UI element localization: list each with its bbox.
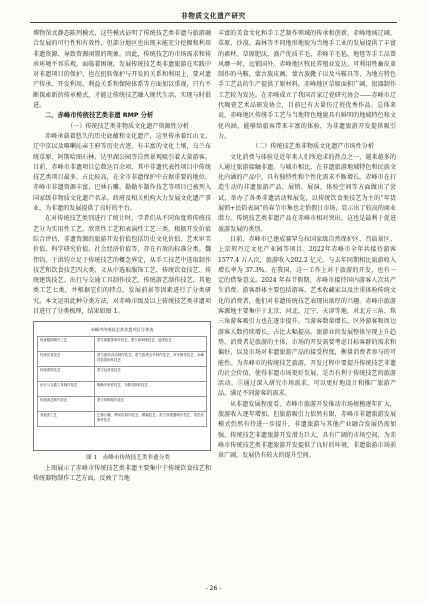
figure-items-cell: 勒勒车制作技艺、马鞍具制作技艺 <box>95 382 207 397</box>
left-paragraph-2: 赤峰承载着悠久的历史底蕴和文化遗产，这里传承着红山文、辽中京以及喀喇沁亲王府等历史古迹，有丰富的文化土壤，乌兰布统草原、阿斯哈图石林、达里湖公园等自然景观吸引着大量游客。目前，赤峰市非遗项目总数达百余项，其中非遗代表性项目中传统技艺类项目最多，占比较高，在全市非遗保护中占据重要的地位。赤峰市非遗资源丰富，巴林石雕、勒勒车制作技艺等项目已被列入国家级非物质文化遗产名录。政府及相关机构大力发展文化遗产事业，为非遗的发展提供了良好的平台。 <box>33 132 211 213</box>
figure-category-cell: 其他类工艺 <box>38 412 95 427</box>
running-head: 非物质文化遗产研究 <box>181 12 246 20</box>
figure-table-row <box>38 352 207 367</box>
left-column <box>33 29 211 484</box>
figure-table-row <box>38 337 207 352</box>
subsection-title-2: （二）传统技艺类非物质文化遗产市场性分析 <box>252 143 374 151</box>
figure-items-cell: 蒙古族奶食品制作技艺、蒙古族烤全羊制作技艺、对夹制作技艺、赤峰拌饸饹制作技艺 <box>95 352 207 367</box>
figure-category-cell: 传统服饰制作工艺 <box>38 337 95 352</box>
figure-items-cell: 巴林石雕、桦树皮制作技艺、柳编技艺、蒙古族银器制作技艺、蒙医药制作技艺 <box>95 412 207 427</box>
right-paragraph-3: 目前，赤峰市已建成赛罕乌拉国家级自然保护区、召庙景区、上京契丹辽文化产业园等项目。2022年赤峰市全年共接待游客 1577.4 万人次，旅游收入202.2 亿元，与去年同期相比旅游收入增长率为 37.3%。在我国，这一工作上对于旅游的开发，也有一定的借鉴意义。2024 年春节假期，赤峰市接待国内游客人次共产生消费。游客群体主要包括游客、艺术收藏家以及注重体验传统文化的消费者，他们对非遗传统技艺表现出浓厚的兴趣。赤峰市旅游客源地主要集中于北京、河北、辽宁、天津等地，对北方三角、珠三角游客吸引力也在逐步提升。当游客数量增长，区外游客和周边游客人数持续增长，占比大幅提高。旅游业的发展整体呈现上升趋势，消费者是旅游的主体，市场的开发需要考虑目标客群的需求和偏好，以及市场对非遗旅游产品的接受程度，衡量消费者参与的可能性。为赤峰市的传统技艺旅游，开发过程中要提升传统技艺非遗的社会价值，使得非遗市场更好发展，是否有利于传统技艺的旅游活动。⑤通过深入研究市场需求，可以更好地设计和推广旅游产品，满足不同游客的需求。 <box>218 235 396 398</box>
right-column <box>218 29 396 461</box>
figure-table-row <box>38 412 207 427</box>
right-paragraph-1: 丰富的美食文化和手工艺制作领域的传承和创新。赤峰地域辽阔，草原、沙漠、森林等不同地形地貌为当地手工业的发展提供了丰富的素材。草原肥沃，盛产优质羊毛，赤峰羊毛毡、地毯等手工品曾风靡一时，远销国外。赤峰地区牧民养殖业发达，可利用牲畜皮革制作的马鞍、蒙古族皮画、蒙古族靴子以及马鞍具等，为地方特色手工艺品的生产提供了原材料。赤峰地区草原面积广阔，银器制作工艺较为发达。在赤峰成立了我国首家辽瓷研究协会——赤峰市辽代陶瓷艺术品研发协会，目前已有大量仿辽瓷优秀作品。总体来说，赤峰地区传统手工艺与当地特色地貌具有鲜明的地域特色和文化内涵，能够给旅客带来丰富的体验，为非遗旅游开发提供吸引力。 <box>218 30 396 140</box>
right-paragraph-2: 文化消费与体验是近年来人们所追求的热点之一，越来越多的人通过旅游接触非遗。与城市相比，在非遗旅游地域特色和民族文化内涵的产品中，具有独特性和个性化需求不断增长。赤峰市在打造生动的非遗旅游产品、展销、展演、体验空间等方面做出了尝试，举办了各类非遗活动和展览，以传统饮食类技艺为主的“年货展销+民俗表演”的春节市集也走俏假日市场，显示出了较高的商业潜力。传统技艺类非遗产品在赤峰市相对突出，这也是最利于促进旅游发展的类别。 <box>218 153 396 233</box>
figure-table <box>37 336 207 427</box>
left-paragraph-1: 博物馆式静态陈列模式，这些模式证明了传统技艺类非遗与旅游融合发展的可行性和有效性，但部分地区也出现未能充分挖掘和利用非遗资源、导致资源闲置的现象。因此，传统技艺的市场需求和传承环境不容乐观，面临着困境。发展传统技艺类非遗旅游在实践中对非遗项目的保护，也在扭转保护与开发的关系和利用上，要对遗产传承、开发利用、利益关系和保障体系等方面加以重视，只有不断探索新的传承模式，才能让传统技艺融入现代生活，实现与时俱进。 <box>33 30 211 110</box>
figure-table-row <box>38 382 207 397</box>
subsection-title-1: （一）传统技艺类非物质文化遗产资源性分析 <box>67 122 189 130</box>
figure-items-cell: 蒙古包营造技艺 <box>95 367 207 382</box>
figure-table-row <box>38 367 207 382</box>
left-paragraph-4: 上图展示了赤峰市传统技艺类非遗主要集中于传统饮食技艺和传统器物制作工艺方面，反映了当地 <box>33 464 211 482</box>
figure-caption: 图 1 赤峰市传统技艺类非遗分类 <box>86 455 170 462</box>
left-paragraph-3: 在对传统技艺类别进行了统计时，学者们从不同角度将传统技艺分为实用性工艺、欣赏性工艺和表演性工艺三类，根据开发价值综合评估，非遗资源的旅游开发价值包括历史文化价值、艺术审美价值、科学研究价值、社会经济价值等，存在有效的标准分类。魏伟钧、于洪钧立足于传统技艺的概念界定，从手工技艺中选取制作技艺和饮食技艺四大类，又从中选取服饰工艺、传统饮食技艺、传统建筑技艺、出行与交通工具制作技艺、传统游艺制作技艺、其他类工艺七类，并根据它们的特点、发展前景等因素进行了分类研究。本文运用此种分类方法，对赤峰市级及以上传统技艺类非遗项目进行了分类梳理，结果如图 1。 <box>33 215 211 316</box>
figure-table-row <box>38 397 207 412</box>
figure-items-cell: 蒙古族服饰制作技艺、蒙古族刺绣技艺、毡绣技艺 <box>95 337 207 352</box>
figure-category-cell: 传统建筑技艺 <box>38 367 95 382</box>
figure-category-cell: 传统饮食技艺 <box>38 352 95 367</box>
page-number: - 26 - <box>205 585 222 592</box>
figure-category-cell: 传统游艺制作技艺 <box>38 397 95 412</box>
header-rule <box>30 22 397 23</box>
figure-items-cell: 蒙古象棋制作技艺 <box>95 397 207 412</box>
figure-1 <box>33 321 211 451</box>
figure-category-cell: 出行与交通工具制作技艺 <box>38 382 95 397</box>
right-paragraph-4: 从非遗发展程度看，赤峰市旅游开发推动市场规模逐年扩大，旅游收入逐年增加，但旅游吸引力依然有限，赤峰市非遗旅游发展模式仍然有待进一步提升，非遗旅游与其他产业融合发展仍需加强，传统技艺非遗旅游开发潜力巨大，具有广阔的市场空间，为赤峰市传统技艺类非遗旅游开发提供了良好的环境，非遗旅游市场前景广阔，发展仍有较大的提升空间。 <box>218 400 396 460</box>
figure-table-title: 赤峰市传统技艺类非遗项目分类表 <box>90 327 154 333</box>
section-title: 二、赤峰市传统技艺类非遗 RMP 分析 <box>45 112 154 120</box>
